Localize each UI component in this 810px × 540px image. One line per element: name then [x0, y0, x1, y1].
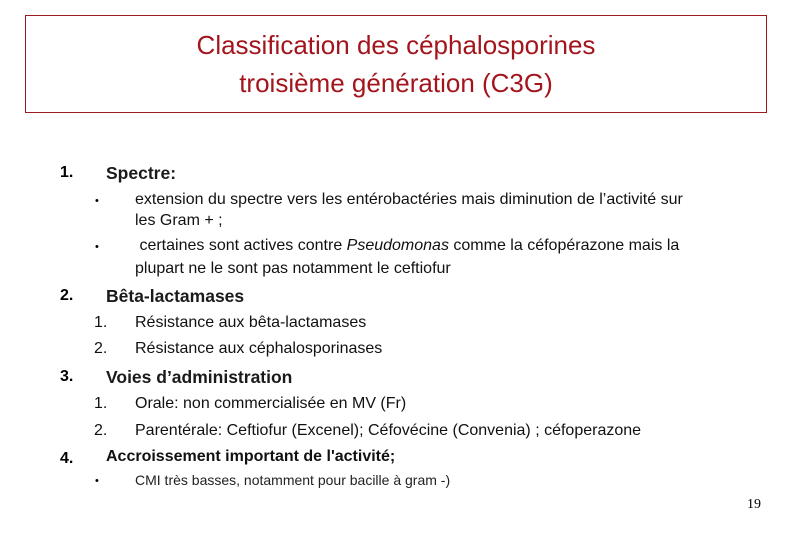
page-number: 19 — [747, 497, 761, 512]
section-1-heading: Spectre: — [106, 163, 177, 183]
section-1-bullet-2-line-2: plupart ne le sont pas notamment le ceftiofur — [135, 260, 451, 277]
section-2-item-2-text: Résistance aux céphalosporinases — [135, 340, 383, 357]
bullet-symbol: • — [95, 195, 99, 207]
section-2-heading: Bêta-lactamases — [106, 286, 245, 306]
section-2-item-1-text: Résistance aux bêta-lactamases — [135, 314, 367, 331]
section-3-item-2-number: 2. — [94, 422, 108, 439]
section-4-bullet-1-text: CMI très basses, notamment pour bacille à gram -) — [135, 472, 451, 488]
section-3-heading: Voies d’administration — [106, 367, 293, 387]
bullet-symbol: • — [95, 475, 99, 487]
section-1-bullet-1-line-2: les Gram + ; — [135, 212, 223, 229]
section-1-number: 1. — [60, 164, 74, 181]
section-1-bullet-2-line-1 — [135, 237, 679, 255]
section-3-item-1-text: Orale: non commercialisée en MV (Fr) — [135, 395, 407, 412]
section-4-heading: Accroissement important de l'activité; — [106, 448, 396, 465]
bullet-symbol: • — [95, 241, 99, 253]
section-2-item-2-number: 2. — [94, 340, 108, 357]
title-box — [25, 15, 767, 113]
text-run: comme la céfopérazone mais la — [448, 237, 680, 254]
title-line-2: troisième génération (C3G) — [239, 68, 553, 98]
section-2-item-1-number: 1. — [94, 314, 108, 331]
pseudomonas-italic: Pseudomonas — [346, 237, 449, 254]
title-line-1: Classification des céphalosporines — [196, 30, 596, 60]
section-3-item-2-text: Parentérale: Ceftiofur (Excenel); Céfovécine (Convenia) ; céfoperazone — [135, 422, 642, 439]
section-4-number: 4. — [60, 450, 74, 467]
text-run: certaines sont actives contre — [135, 237, 347, 254]
section-3-number: 3. — [60, 368, 74, 385]
section-3-item-1-number: 1. — [94, 395, 108, 412]
slide-title — [197, 26, 596, 102]
section-1-bullet-1-line-1: extension du spectre vers les entérobactéries mais diminution de l’activité sur — [135, 191, 683, 208]
section-2-number: 2. — [60, 287, 74, 304]
